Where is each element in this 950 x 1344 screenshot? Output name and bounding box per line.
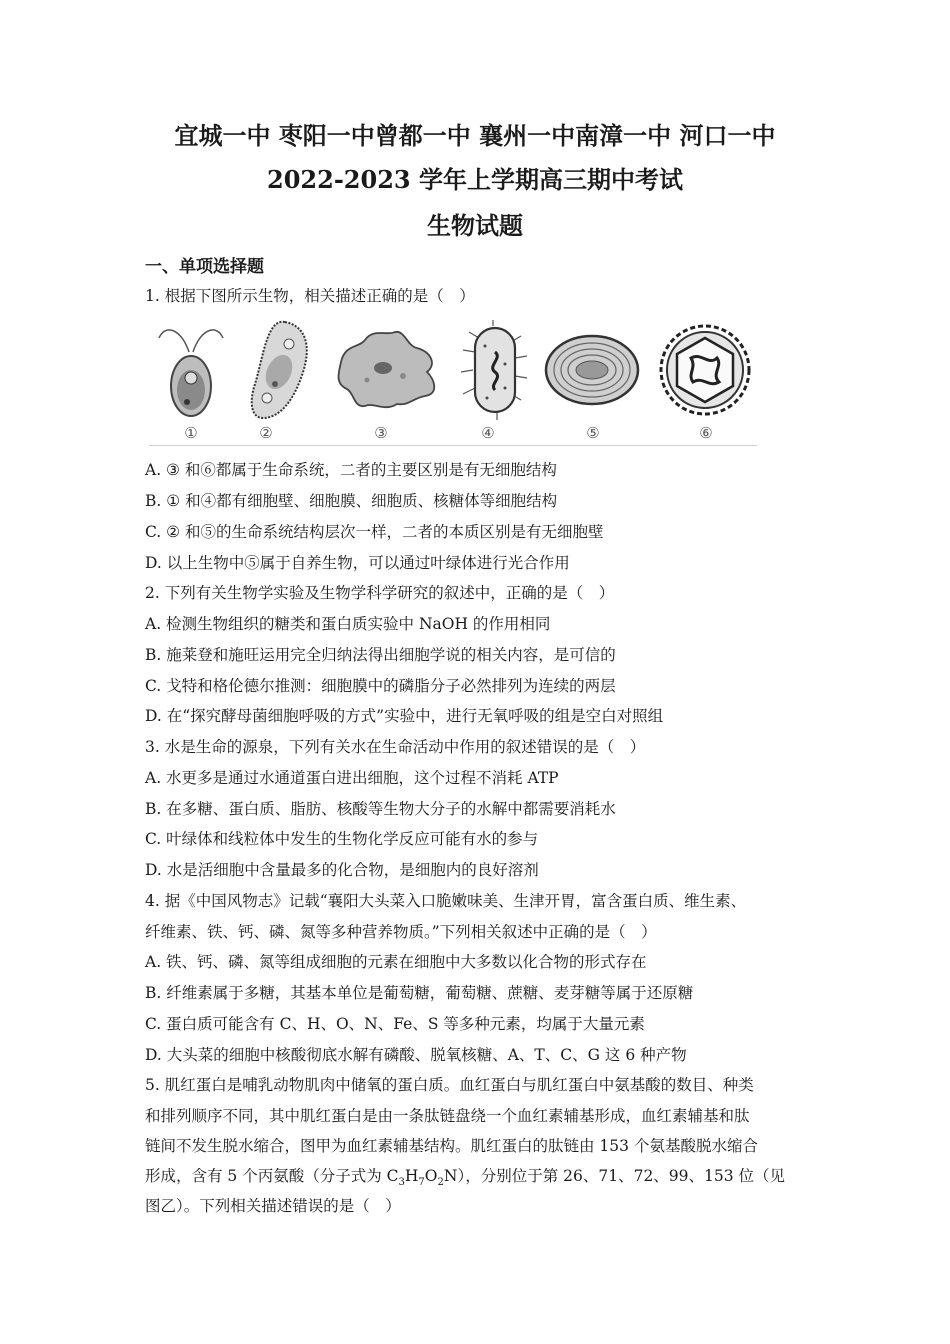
label-5: ⑤ <box>586 424 600 442</box>
q3-stem: 3. 水是生命的源泉，下列有关水在生命活动中作用的叙述错误的是（ ） <box>145 738 646 756</box>
label-4: ④ <box>481 424 495 442</box>
amoeba-image <box>335 318 443 422</box>
exam-title: 2022-2023 学年上学期高三期中考试 <box>267 165 683 194</box>
q1-stem: 1. 根据下图所示生物，相关描述正确的是（ ） <box>145 287 475 305</box>
q2-option-b: B. 施莱登和施旺运用完全归纳法得出细胞学说的相关内容，是可信的 <box>145 646 616 664</box>
q5-stem-line5: 图乙）。下列相关描述错误的是（ ） <box>145 1197 401 1215</box>
q5-line4-start: 形成，含有 5 个丙氨酸（分子式为 C <box>145 1167 399 1185</box>
label-3: ③ <box>374 424 388 442</box>
section-heading: 一、单项选择题 <box>145 257 264 277</box>
q1-option-a: A. ③ 和⑥都属于生命系统，二者的主要区别是有无细胞结构 <box>145 461 557 479</box>
q1-option-c: C. ② 和⑤的生命系统结构层次一样，二者的本质区别是有无细胞壁 <box>145 523 604 541</box>
formula-h: H <box>404 1167 419 1185</box>
q5-stem-line1: 5. 肌红蛋白是哺乳动物肌肉中储氧的蛋白质。血红蛋白与肌红蛋白中氨基酸的数目、种类 <box>145 1076 754 1094</box>
formula-sub-2: 2 <box>437 1177 444 1189</box>
q4-option-b: B. 纤维素属于多糖，其基本单位是葡萄糖，葡萄糖、蔗糖、麦芽糖等属于还原糖 <box>145 984 694 1002</box>
q3-option-c: C. 叶绿体和线粒体中发生的生物化学反应可能有水的参与 <box>145 830 539 848</box>
q2-option-d: D. 在“探究酵母菌细胞呼吸的方式”实验中，进行无氧呼吸的组是空白对照组 <box>145 707 664 725</box>
q5-stem-line2: 和排列顺序不同，其中肌红蛋白是由一条肽链盘绕一个血红素辅基形成，血红素辅基和肽 <box>145 1107 750 1125</box>
organisms-figure <box>145 316 757 448</box>
q5-stem-line3: 链间不发生脱水缩合，图甲为血红素辅基结构。肌红蛋白的肽链由 153 个氨基酸脱水缩合 <box>145 1137 758 1155</box>
label-6: ⑥ <box>699 424 713 442</box>
q5-stem-line4 <box>145 1164 785 1188</box>
q4-stem-line1: 4. 据《中国风物志》记载“襄阳大头菜入口脆嫩味美、生津开胃，富含蛋白质、维生素、 <box>145 892 747 910</box>
paramecium-image <box>245 318 315 422</box>
q1-option-d: D. 以上生物中⑤属于自养生物，可以通过叶绿体进行光合作用 <box>145 554 570 572</box>
formula-sub-7: 7 <box>418 1177 425 1189</box>
q4-option-a: A. 铁、钙、磷、氮等组成细胞的元素在细胞中大多数以化合物的形式存在 <box>145 953 647 971</box>
q3-option-d: D. 水是活细胞中含量最多的化合物，是细胞内的良好溶剂 <box>145 861 539 879</box>
q4-option-c: C. 蛋白质可能含有 C、H、O、N、Fe、S 等多种元素，均属于大量元素 <box>145 1015 645 1033</box>
q3-option-b: B. 在多糖、蛋白质、脂肪、核酸等生物大分子的水解中都需要消耗水 <box>145 800 616 818</box>
formula-sub-3: 3 <box>398 1177 405 1189</box>
schools-header: 宜城一中 枣阳一中曾都一中 襄州一中南漳一中 河口一中 <box>174 121 776 150</box>
q2-option-a: A. 检测生物组织的糖类和蛋白质实验中 NaOH 的作用相同 <box>145 615 551 633</box>
q4-stem-line2: 纤维素、铁、钙、磷、氮等多种营养物质。”下列相关叙述中正确的是（ ） <box>145 923 657 941</box>
formula-o: O <box>424 1167 438 1185</box>
q3-option-a: A. 水更多是通过水通道蛋白进出细胞，这个过程不消耗 ATP <box>145 769 559 787</box>
label-2: ② <box>259 424 273 442</box>
cyanobacterium-image <box>543 318 641 422</box>
q1-option-b: B. ① 和④都有细胞壁、细胞膜、细胞质、核糖体等细胞结构 <box>145 492 558 510</box>
q4-option-d: D. 大头菜的细胞中核酸彻底水解有磷酸、脱氧核糖、A、T、C、G 这 6 种产物 <box>145 1046 687 1064</box>
subject-title: 生物试题 <box>427 211 523 240</box>
chlamydomonas-image <box>151 318 231 422</box>
q5-line4-end: N），分别位于第 26、71、72、99、153 位（见 <box>443 1167 786 1185</box>
q2-stem: 2. 下列有关生物学实验及生物学科学研究的叙述中，正确的是（ ） <box>145 584 615 602</box>
label-1: ① <box>184 424 198 442</box>
bacterium-image <box>459 318 531 422</box>
q2-option-c: C. 戈特和格伦德尔推测：细胞膜中的磷脂分子必然排列为连续的两层 <box>145 677 616 695</box>
virus-image <box>657 318 753 422</box>
figure-baseline <box>149 445 757 446</box>
